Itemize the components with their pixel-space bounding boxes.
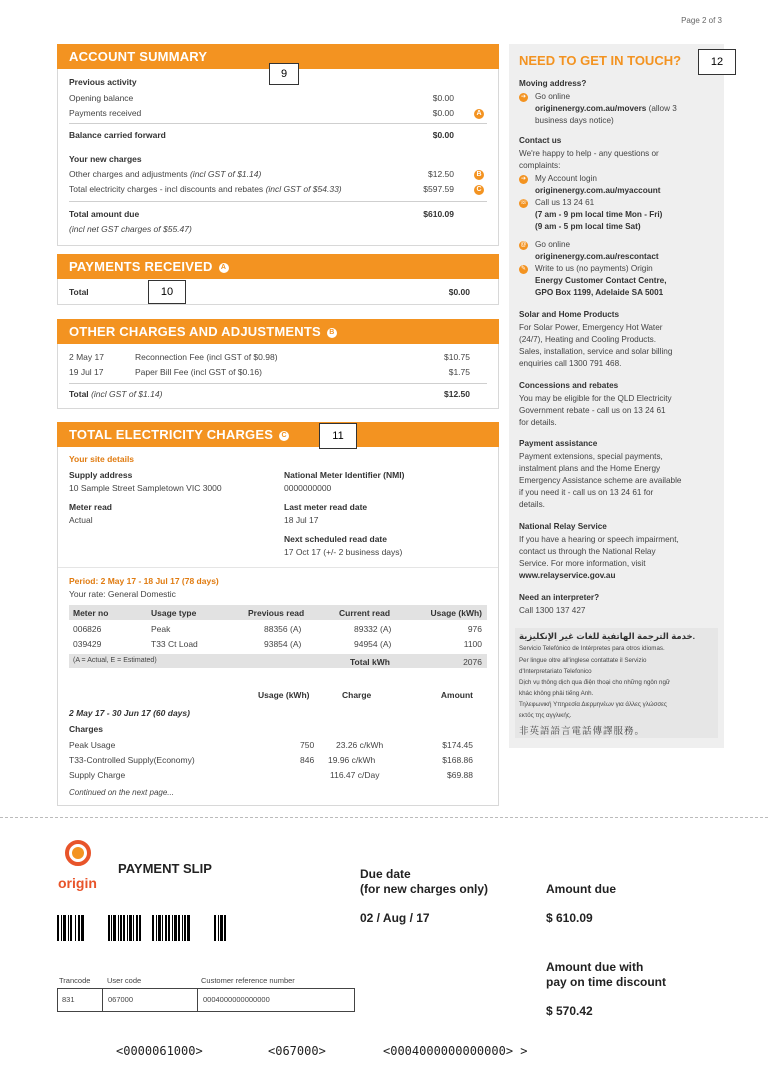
nmi-value: 0000000000: [284, 483, 332, 493]
charge-label: Peak Usage: [69, 740, 116, 750]
interpreter-heading: Need an interpreter?: [519, 593, 600, 602]
relay-text: If you have a hearing or speech impairment,: [519, 535, 679, 544]
balance-carried-forward-label: Balance carried forward: [69, 130, 166, 140]
solar-text: For Solar Power, Emergency Hot Water: [519, 323, 663, 332]
supply-address-label: Supply address: [69, 470, 133, 480]
electricity-charges-value: $597.59: [423, 184, 454, 194]
contact-title: NEED TO GET IN TOUCH?: [519, 53, 682, 68]
charge-usage: 846: [300, 755, 315, 765]
charge-label: Supply Charge: [69, 770, 126, 780]
discount-label: Amount due with: [546, 960, 644, 974]
customer-ref-label: Customer reference number: [201, 976, 295, 985]
charge-rate: 19.96 c/kWh: [328, 755, 376, 765]
charge-rate: 116.47 c/Day: [330, 770, 380, 780]
contact-text: We're happy to help - any questions or: [519, 149, 659, 158]
language-line: khác không phải tiếng Anh.: [519, 690, 594, 697]
rate-label: Your rate: General Domestic: [69, 589, 176, 599]
charge-amount: $174.45: [442, 740, 473, 750]
other-charges-value: $12.50: [428, 169, 454, 179]
divider: [69, 123, 487, 124]
meter-cell: 1100: [463, 639, 482, 649]
other-charge-desc: Paper Bill Fee (incl GST of $0.16): [135, 367, 262, 377]
payments-received-section: [57, 254, 499, 305]
opening-balance-label: Opening balance: [69, 93, 134, 103]
other-charge-date: 19 Jul 17: [69, 367, 104, 377]
user-code-value: 067000: [108, 995, 134, 1004]
micr-line: <0000061000>: [116, 1044, 203, 1058]
amount-due-value: $ 610.09: [546, 911, 593, 925]
other-charge-desc: Reconnection Fee (incl GST of $0.98): [135, 352, 278, 362]
amount-due-label: Amount due: [546, 882, 616, 896]
call-hours: (9 am - 5 pm local time Sat): [535, 222, 641, 231]
meter-cell: 94954 (A): [354, 639, 392, 649]
total-kwh-label: Total kWh: [350, 657, 390, 667]
trancode-label: Trancode: [59, 976, 91, 985]
total-due-label: Total amount due: [69, 209, 140, 219]
at-icon: @: [520, 242, 527, 248]
contact-text: complaints:: [519, 161, 561, 170]
myaccount-link[interactable]: originenergy.com.au/myaccount: [535, 186, 661, 195]
solar-text: (24/7), Heating and Cooling Products.: [519, 335, 656, 344]
payment-slip: [0, 818, 768, 1080]
meter-cell: T33 Ct Load: [151, 639, 198, 649]
language-line: 非英語語言電話傳譯服務。: [519, 726, 646, 737]
movers-link[interactable]: originenergy.com.au/movers: [535, 104, 647, 113]
opening-balance-value: $0.00: [432, 93, 454, 103]
language-line: Per lingue oltre all'inglese contattate il Servizio: [519, 657, 647, 664]
write-text: GPO Box 1199, Adelaide SA 5001: [535, 288, 664, 297]
charge-amount: $168.86: [442, 755, 473, 765]
meter-cell: Peak: [151, 624, 171, 634]
moving-heading: Moving address?: [519, 79, 587, 88]
relay-link[interactable]: www.relayservice.gov.au: [519, 571, 616, 580]
previous-activity-heading: Previous activity: [69, 77, 137, 87]
site-details-heading: Your site details: [69, 454, 135, 464]
marker-b-icon: B: [474, 170, 484, 180]
nmi-label: National Meter Identifier (NMI): [284, 470, 405, 480]
due-date-label: (for new charges only): [360, 882, 489, 896]
marker-a-icon: A: [219, 263, 229, 273]
assistance-heading: Payment assistance: [519, 439, 598, 448]
assistance-text: instalment plans and the Home Energy: [519, 464, 661, 473]
payments-received-value: $0.00: [432, 108, 454, 118]
account-summary-header: ACCOUNT SUMMARY: [57, 44, 499, 69]
meter-col-header: Usage (kWh): [430, 608, 482, 618]
relay-text: Service. For more information, visit: [519, 559, 646, 568]
next-read-label: Next scheduled read date: [284, 534, 387, 544]
meter-col-header: Meter no: [73, 608, 109, 618]
charge-col-header: Amount: [440, 690, 473, 700]
electricity-charges-label: Total electricity charges - incl discounts and rebates (incl GST of $54.33): [69, 184, 342, 194]
barcode: [57, 915, 226, 941]
language-line: Τηλεφωνική Υπηρεσία Διερμηνέων για άλλες γλώσσες: [519, 701, 667, 708]
due-date-label: Due date: [360, 867, 411, 881]
origin-logo-mark-icon: [56, 838, 100, 872]
language-line: Dịch vụ thông dịch qua điện thoại cho những ngôn ngữ: [519, 679, 671, 686]
meter-cell: 89332 (A): [354, 624, 392, 634]
payment-slip-title: PAYMENT SLIP: [118, 861, 212, 876]
customer-ref-value: 0004000000000000: [203, 995, 270, 1004]
divider: [58, 567, 498, 568]
reference-box: [57, 988, 355, 1012]
other-charge-amount: $10.75: [444, 352, 470, 362]
balance-carried-forward-value: $0.00: [432, 130, 454, 140]
other-charges-header: OTHER CHARGES AND ADJUSTMENTS B: [57, 319, 499, 344]
call-text: Call us 13 24 61: [535, 198, 595, 207]
subperiod-label: 2 May 17 - 30 Jun 17 (60 days): [69, 708, 190, 718]
other-charges-label: Other charges and adjustments (incl GST of $1.14): [69, 169, 262, 179]
divider: [69, 201, 487, 202]
payments-received-label: Payments received: [69, 108, 142, 118]
discount-amount-value: $ 570.42: [546, 1004, 593, 1018]
total-kwh-value: 2076: [463, 657, 482, 667]
last-read-label: Last meter read date: [284, 502, 368, 512]
payments-total-value: $0.00: [448, 287, 470, 297]
meter-cell: 88356 (A): [264, 624, 302, 634]
moving-text: business days notice): [535, 116, 614, 125]
solar-text: enquiries call 1300 791 468.: [519, 359, 622, 368]
online-text: Go online: [535, 240, 571, 249]
language-line: خدمة الترجمة الهاتفية للغات غير الإنكليزية.: [519, 631, 696, 641]
origin-logo: [56, 838, 100, 877]
meter-cell: 006826: [73, 624, 102, 634]
other-charges-total-value: $12.50: [444, 389, 470, 399]
tag-9: 9: [269, 63, 299, 85]
continued-note: Continued on the next page...: [69, 788, 174, 797]
arrow-right-icon: ➔: [520, 176, 527, 182]
tag-11: 11: [319, 423, 357, 449]
next-read-value: 17 Oct 17 (+/- 2 business days): [284, 547, 403, 557]
solar-heading: Solar and Home Products: [519, 310, 620, 319]
last-read-value: 18 Jul 17: [284, 515, 319, 525]
moving-text: Go online: [535, 92, 571, 101]
meter-col-header: Previous read: [248, 608, 305, 618]
charge-usage: 750: [300, 740, 315, 750]
charge-label: T33-Controlled Supply(Economy): [69, 755, 195, 765]
account-text: My Account login: [535, 174, 597, 183]
charge-col-header: Usage (kWh): [258, 690, 310, 700]
meter-col-header: Current read: [339, 608, 391, 618]
assistance-text: if you need it - call us on 13 24 61 for: [519, 488, 654, 497]
language-line: d'Interpretariato Telefonico: [519, 668, 592, 675]
charge-col-header: Charge: [342, 690, 372, 700]
movers-link-line: originenergy.com.au/movers (allow 3: [535, 104, 677, 113]
concessions-heading: Concessions and rebates: [519, 381, 619, 390]
assistance-text: Emergency Assistance scheme are available: [519, 476, 682, 485]
solar-text: Sales, installation, service and solar billing: [519, 347, 673, 356]
discount-label: pay on time discount: [546, 975, 667, 989]
other-charge-amount: $1.75: [448, 367, 470, 377]
assistance-text: details.: [519, 500, 545, 509]
marker-c-icon: C: [279, 431, 289, 441]
origin-logo-text: origin: [58, 875, 97, 891]
total-gst-note: (incl net GST charges of $55.47): [69, 224, 192, 234]
relay-heading: National Relay Service: [519, 522, 607, 531]
tag-10: 10: [148, 280, 186, 304]
marker-a-icon: A: [474, 109, 484, 119]
contact-sidebar: [509, 44, 724, 748]
concessions-text: for details.: [519, 418, 557, 427]
payments-total-label: Total: [69, 287, 89, 297]
marker-c-icon: C: [474, 185, 484, 195]
meter-cell: 93854 (A): [264, 639, 302, 649]
total-due-value: $610.09: [423, 209, 454, 219]
rescontact-link[interactable]: originenergy.com.au/rescontact: [535, 252, 659, 261]
user-code-label: User code: [107, 976, 142, 985]
language-line: Servicio Telefónico de Intérpretes para otros idiomas.: [519, 645, 665, 652]
page-number: Page 2 of 3: [681, 16, 722, 25]
other-charges-total-label: Total (incl GST of $1.14): [69, 389, 163, 399]
assistance-text: Payment extensions, special payments,: [519, 452, 663, 461]
charge-rate: 23.26 c/kWh: [336, 740, 384, 750]
interpreter-text: Call 1300 137 427: [519, 606, 586, 615]
concessions-text: You may be eligible for the QLD Electricity: [519, 394, 672, 403]
marker-b-icon: B: [327, 328, 337, 338]
charges-heading: Charges: [69, 724, 104, 734]
phone-icon: ☏: [519, 200, 528, 206]
electricity-section: [57, 422, 499, 806]
write-text: Energy Customer Contact Centre,: [535, 276, 667, 285]
electricity-header: TOTAL ELECTRICITY CHARGES C: [57, 422, 499, 447]
write-text: Write to us (no payments) Origin: [535, 264, 653, 273]
supply-address-value: 10 Sample Street Sampletown VIC 3000: [69, 483, 222, 493]
read-legend: (A = Actual, E = Estimated): [73, 657, 157, 664]
relay-text: contact us through the National Relay: [519, 547, 656, 556]
contact-heading: Contact us: [519, 136, 562, 145]
period-label: Period: 2 May 17 - 18 Jul 17 (78 days): [69, 576, 219, 586]
meter-col-header: Usage type: [151, 608, 197, 618]
language-line: εκτός της αγγλικής.: [519, 712, 572, 719]
new-charges-heading: Your new charges: [69, 154, 142, 164]
other-charges-section: [57, 319, 499, 409]
meter-cell: 976: [467, 624, 482, 634]
call-hours: (7 am - 9 pm local time Mon - Fri): [535, 210, 663, 219]
other-charge-date: 2 May 17: [69, 352, 104, 362]
meter-read-value: Actual: [69, 515, 93, 525]
charge-amount: $69.88: [447, 770, 473, 780]
divider: [69, 383, 487, 384]
arrow-right-icon: ➔: [520, 94, 527, 100]
micr-line: <067000>: [268, 1044, 326, 1058]
meter-cell: 039429: [73, 639, 102, 649]
pencil-icon: ✎: [520, 266, 527, 272]
tag-12: 12: [698, 49, 736, 75]
concessions-text: Government rebate - call us on 13 24 61: [519, 406, 666, 415]
trancode-value: 831: [62, 995, 75, 1004]
meter-read-label: Meter read: [69, 502, 112, 512]
payments-received-header: PAYMENTS RECEIVED A: [57, 254, 499, 279]
due-date-value: 02 / Aug / 17: [360, 911, 430, 925]
micr-line: <0004000000000000> >: [383, 1044, 528, 1058]
